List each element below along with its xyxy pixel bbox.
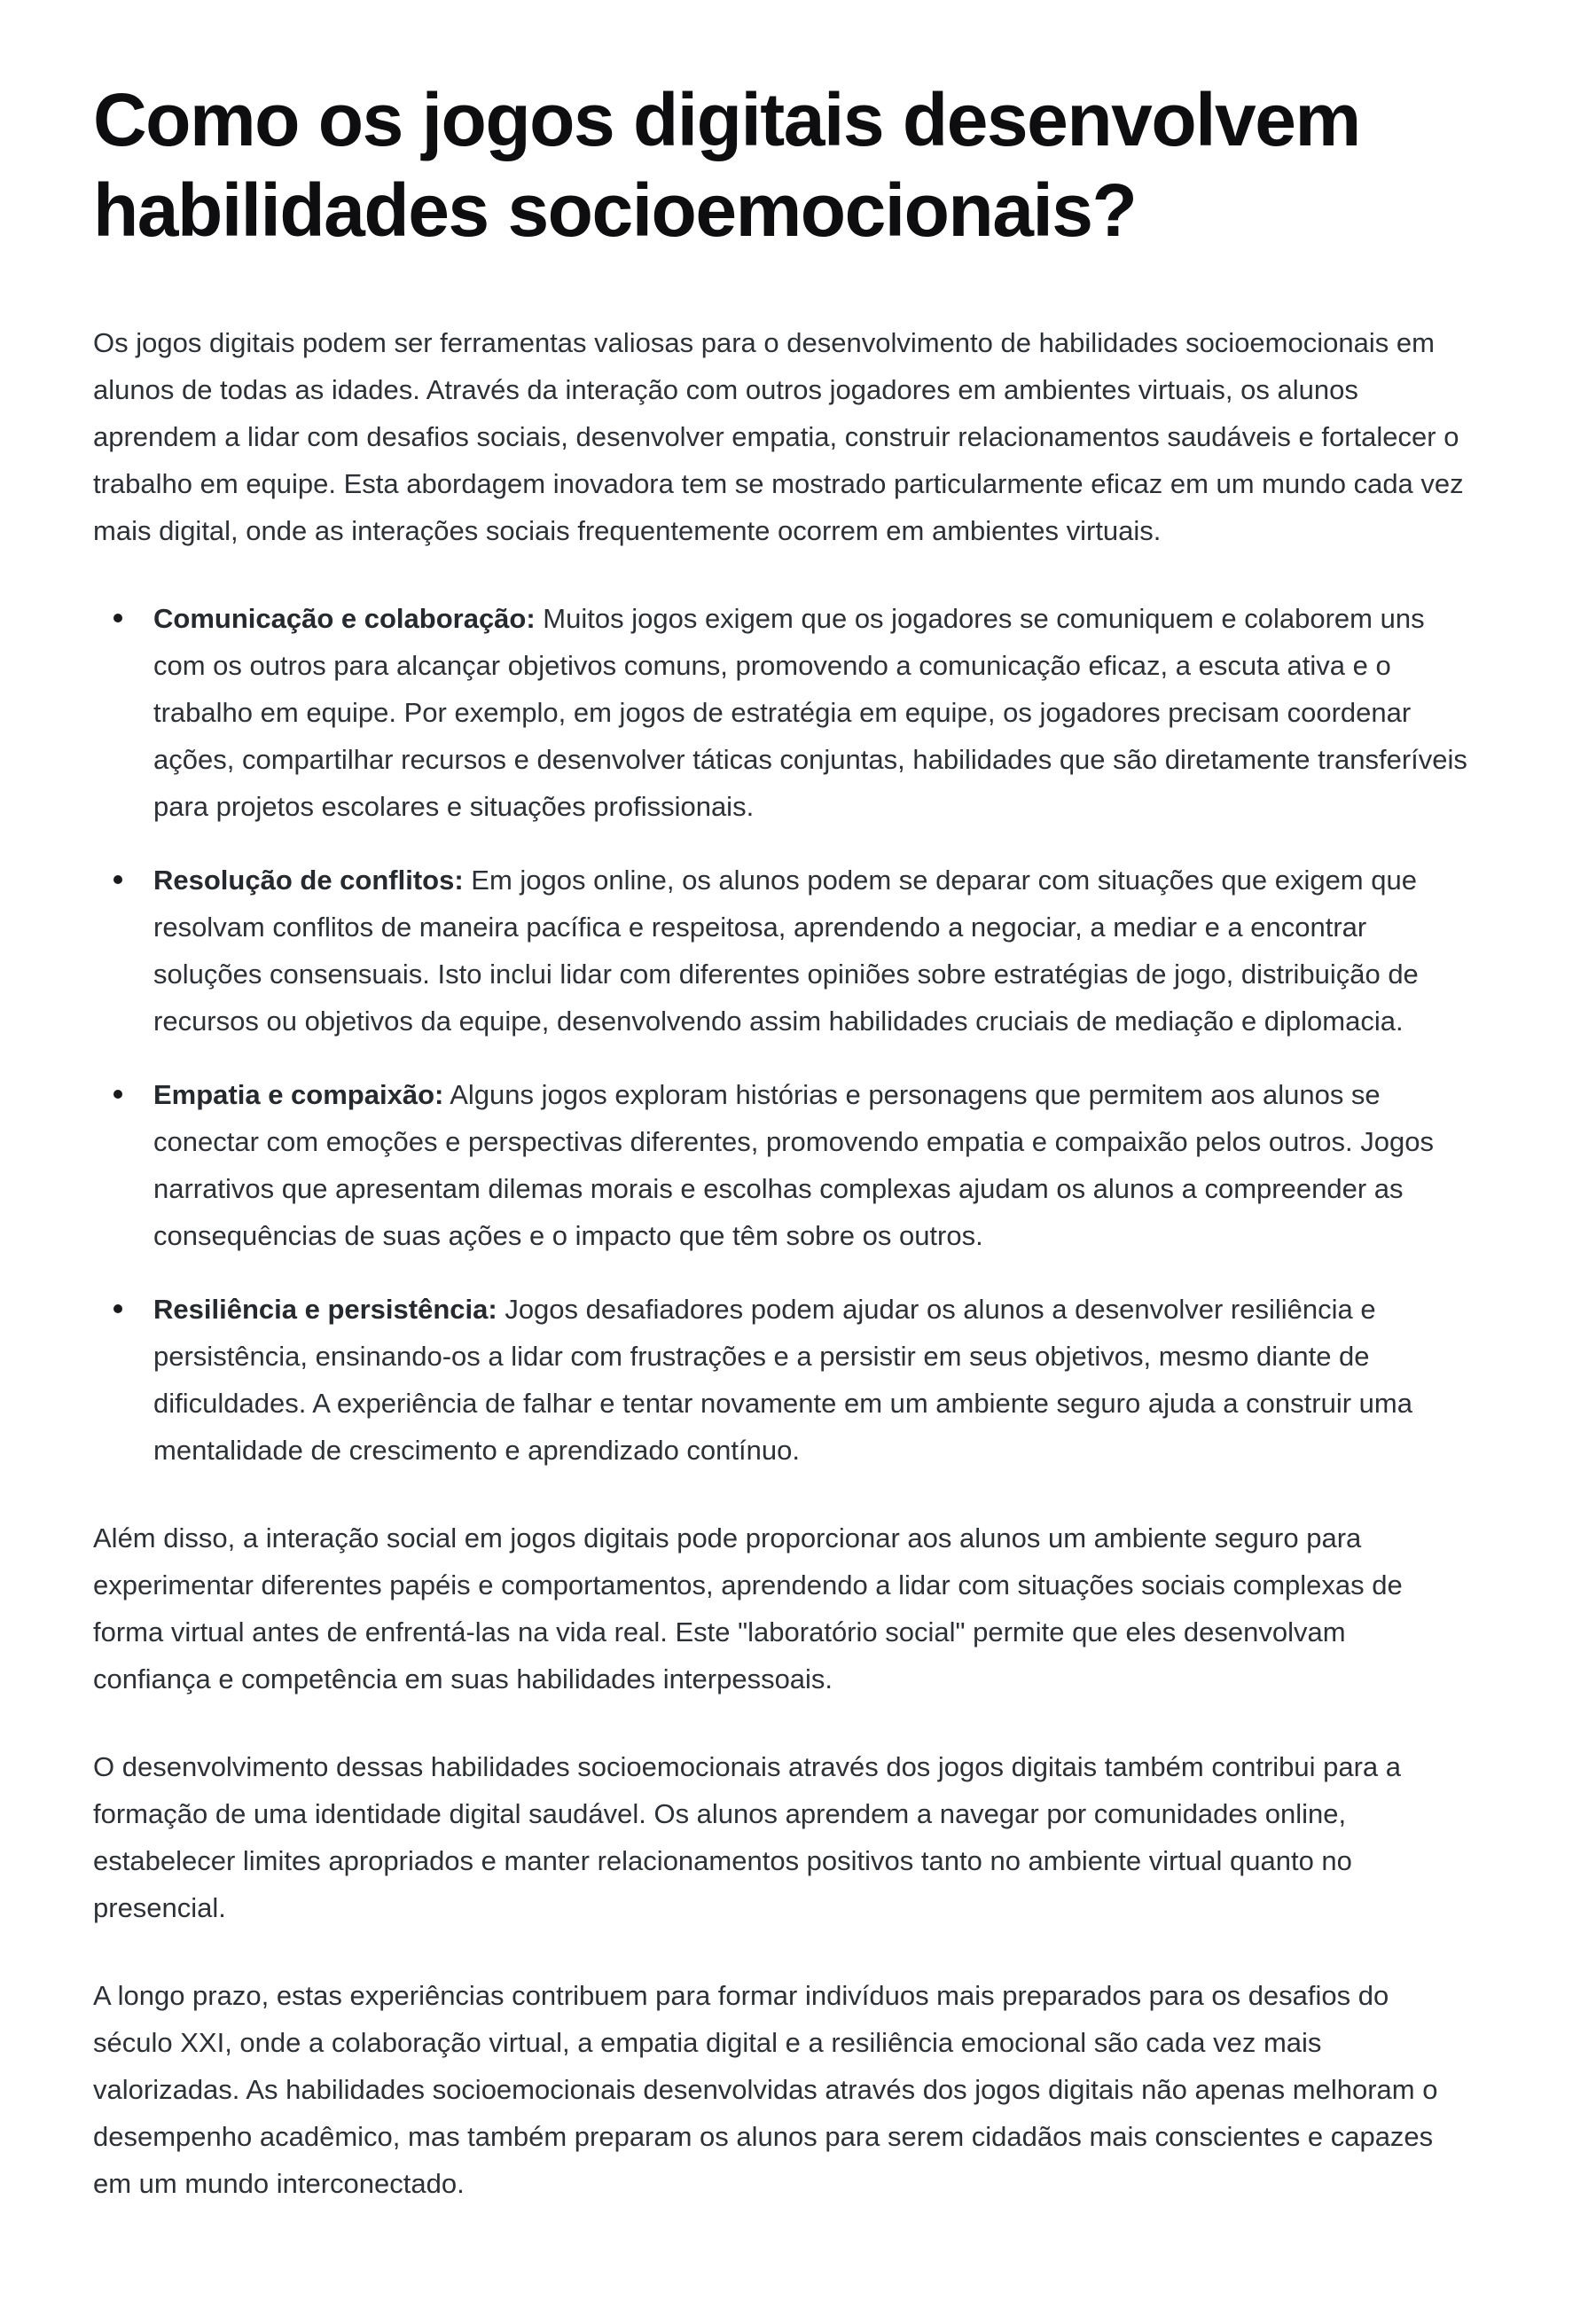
list-item	[153, 1286, 1467, 1474]
body-paragraph: A longo prazo, estas experiências contribuem para formar indivíduos mais preparados para os desafios do século XXI, onde a colaboração virtual, a empatia digital e a resiliência emocional são cada vez mais valorizadas. As habilidades socioemocionais desenvolvidas através dos jogos digitais não apenas melhoram o desempenho acadêmico, mas também preparam os alunos para serem cidadãos mais conscientes e capazes em um mundo interconectado.	[93, 1980, 1438, 2200]
list-item-text: Muitos jogos exigem que os jogadores se comuniquem e colaborem uns com os outros para alcançar objetivos comuns, promovendo a comunicação eficaz, a escuta ativa e o trabalho em equipe. Por exemplo, em jogos de estratégia em equipe, os jogadores precisam coordenar ações, compartilhar recursos e desenvolver táticas conjuntas, habilidades que são diretamente transferíveis para projetos escolares e situações profissionais.	[153, 603, 1467, 823]
list-item-lead: Resolução de conflitos:	[153, 865, 464, 896]
body-paragraph: O desenvolvimento dessas habilidades socioemocionais através dos jogos digitais também contribui para a formação de uma identidade digital saudável. Os alunos aprendem a navegar por comunidades online, estabelecer limites apropriados e manter relacionamentos positivos tanto no ambiente virtual quanto no presencial.	[93, 1751, 1402, 1924]
list-item-lead: Resiliência e persistência:	[153, 1294, 497, 1326]
intro-paragraph: Os jogos digitais podem ser ferramentas valiosas para o desenvolvimento de habilidades socioemocionais em alunos de todas as idades. Através da interação com outros jogadores em ambientes virtuais, os alunos aprendem a lidar com desafios sociais, desenvolver empatia, construir relacionamentos saudáveis e fortalecer o trabalho em equipe. Esta abordagem inovadora tem se mostrado particularmente eficaz em um mundo cada vez mais digital, onde as interações sociais frequentemente ocorrem em ambientes virtuais.	[93, 327, 1464, 547]
bullet-dot-icon	[113, 875, 122, 884]
list-item	[153, 1071, 1467, 1259]
body-paragraph: Além disso, a interação social em jogos digitais pode proporcionar aos alunos um ambiente seguro para experimentar diferentes papéis e comportamentos, aprendendo a lidar com situações sociais complexas de forma virtual antes de enfrentá-las na vida real. Este "laboratório social" permite que eles desenvolvam confiança e competência em suas habilidades interpessoais.	[93, 1522, 1403, 1695]
bullet-dot-icon	[113, 614, 122, 622]
bullet-list	[93, 595, 1467, 1474]
list-item-text: Jogos desafiadores podem ajudar os alunos a desenvolver resiliência e persistência, ensinando-os a lidar com frustrações e a persistir em seus objetivos, mesmo diante de dificuldades. A experiência de falhar e tentar novamente em um ambiente seguro ajuda a construir uma mentalidade de crescimento e aprendizado contínuo.	[153, 1294, 1412, 1467]
list-item-lead: Comunicação e colaboração:	[153, 603, 536, 635]
bullet-dot-icon	[113, 1090, 122, 1099]
list-item	[153, 857, 1467, 1045]
bullet-dot-icon	[113, 1304, 122, 1313]
list-item	[153, 595, 1467, 830]
list-item-text: Alguns jogos exploram histórias e personagens que permitem aos alunos se conectar com emoções e perspectivas diferentes, promovendo empatia e compaixão pelos outros. Jogos narrativos que apresentam dilemas morais e escolhas complexas ajudam os alunos a compreender as consequências de suas ações e o impacto que têm sobre os outros.	[153, 1079, 1434, 1252]
list-item-lead: Empatia e compaixão:	[153, 1079, 444, 1111]
page-title: Como os jogos digitais desenvolvem habilidades socioemocionais?	[93, 78, 1360, 252]
list-item-text: Em jogos online, os alunos podem se deparar com situações que exigem que resolvam conflitos de maneira pacífica e respeitosa, aprendendo a negociar, a mediar e a encontrar soluções consensuais. Isto inclui lidar com diferentes opiniões sobre estratégias de jogo, distribuição de recursos ou objetivos da equipe, desenvolvendo assim habilidades cruciais de mediação e diplomacia.	[153, 865, 1419, 1037]
